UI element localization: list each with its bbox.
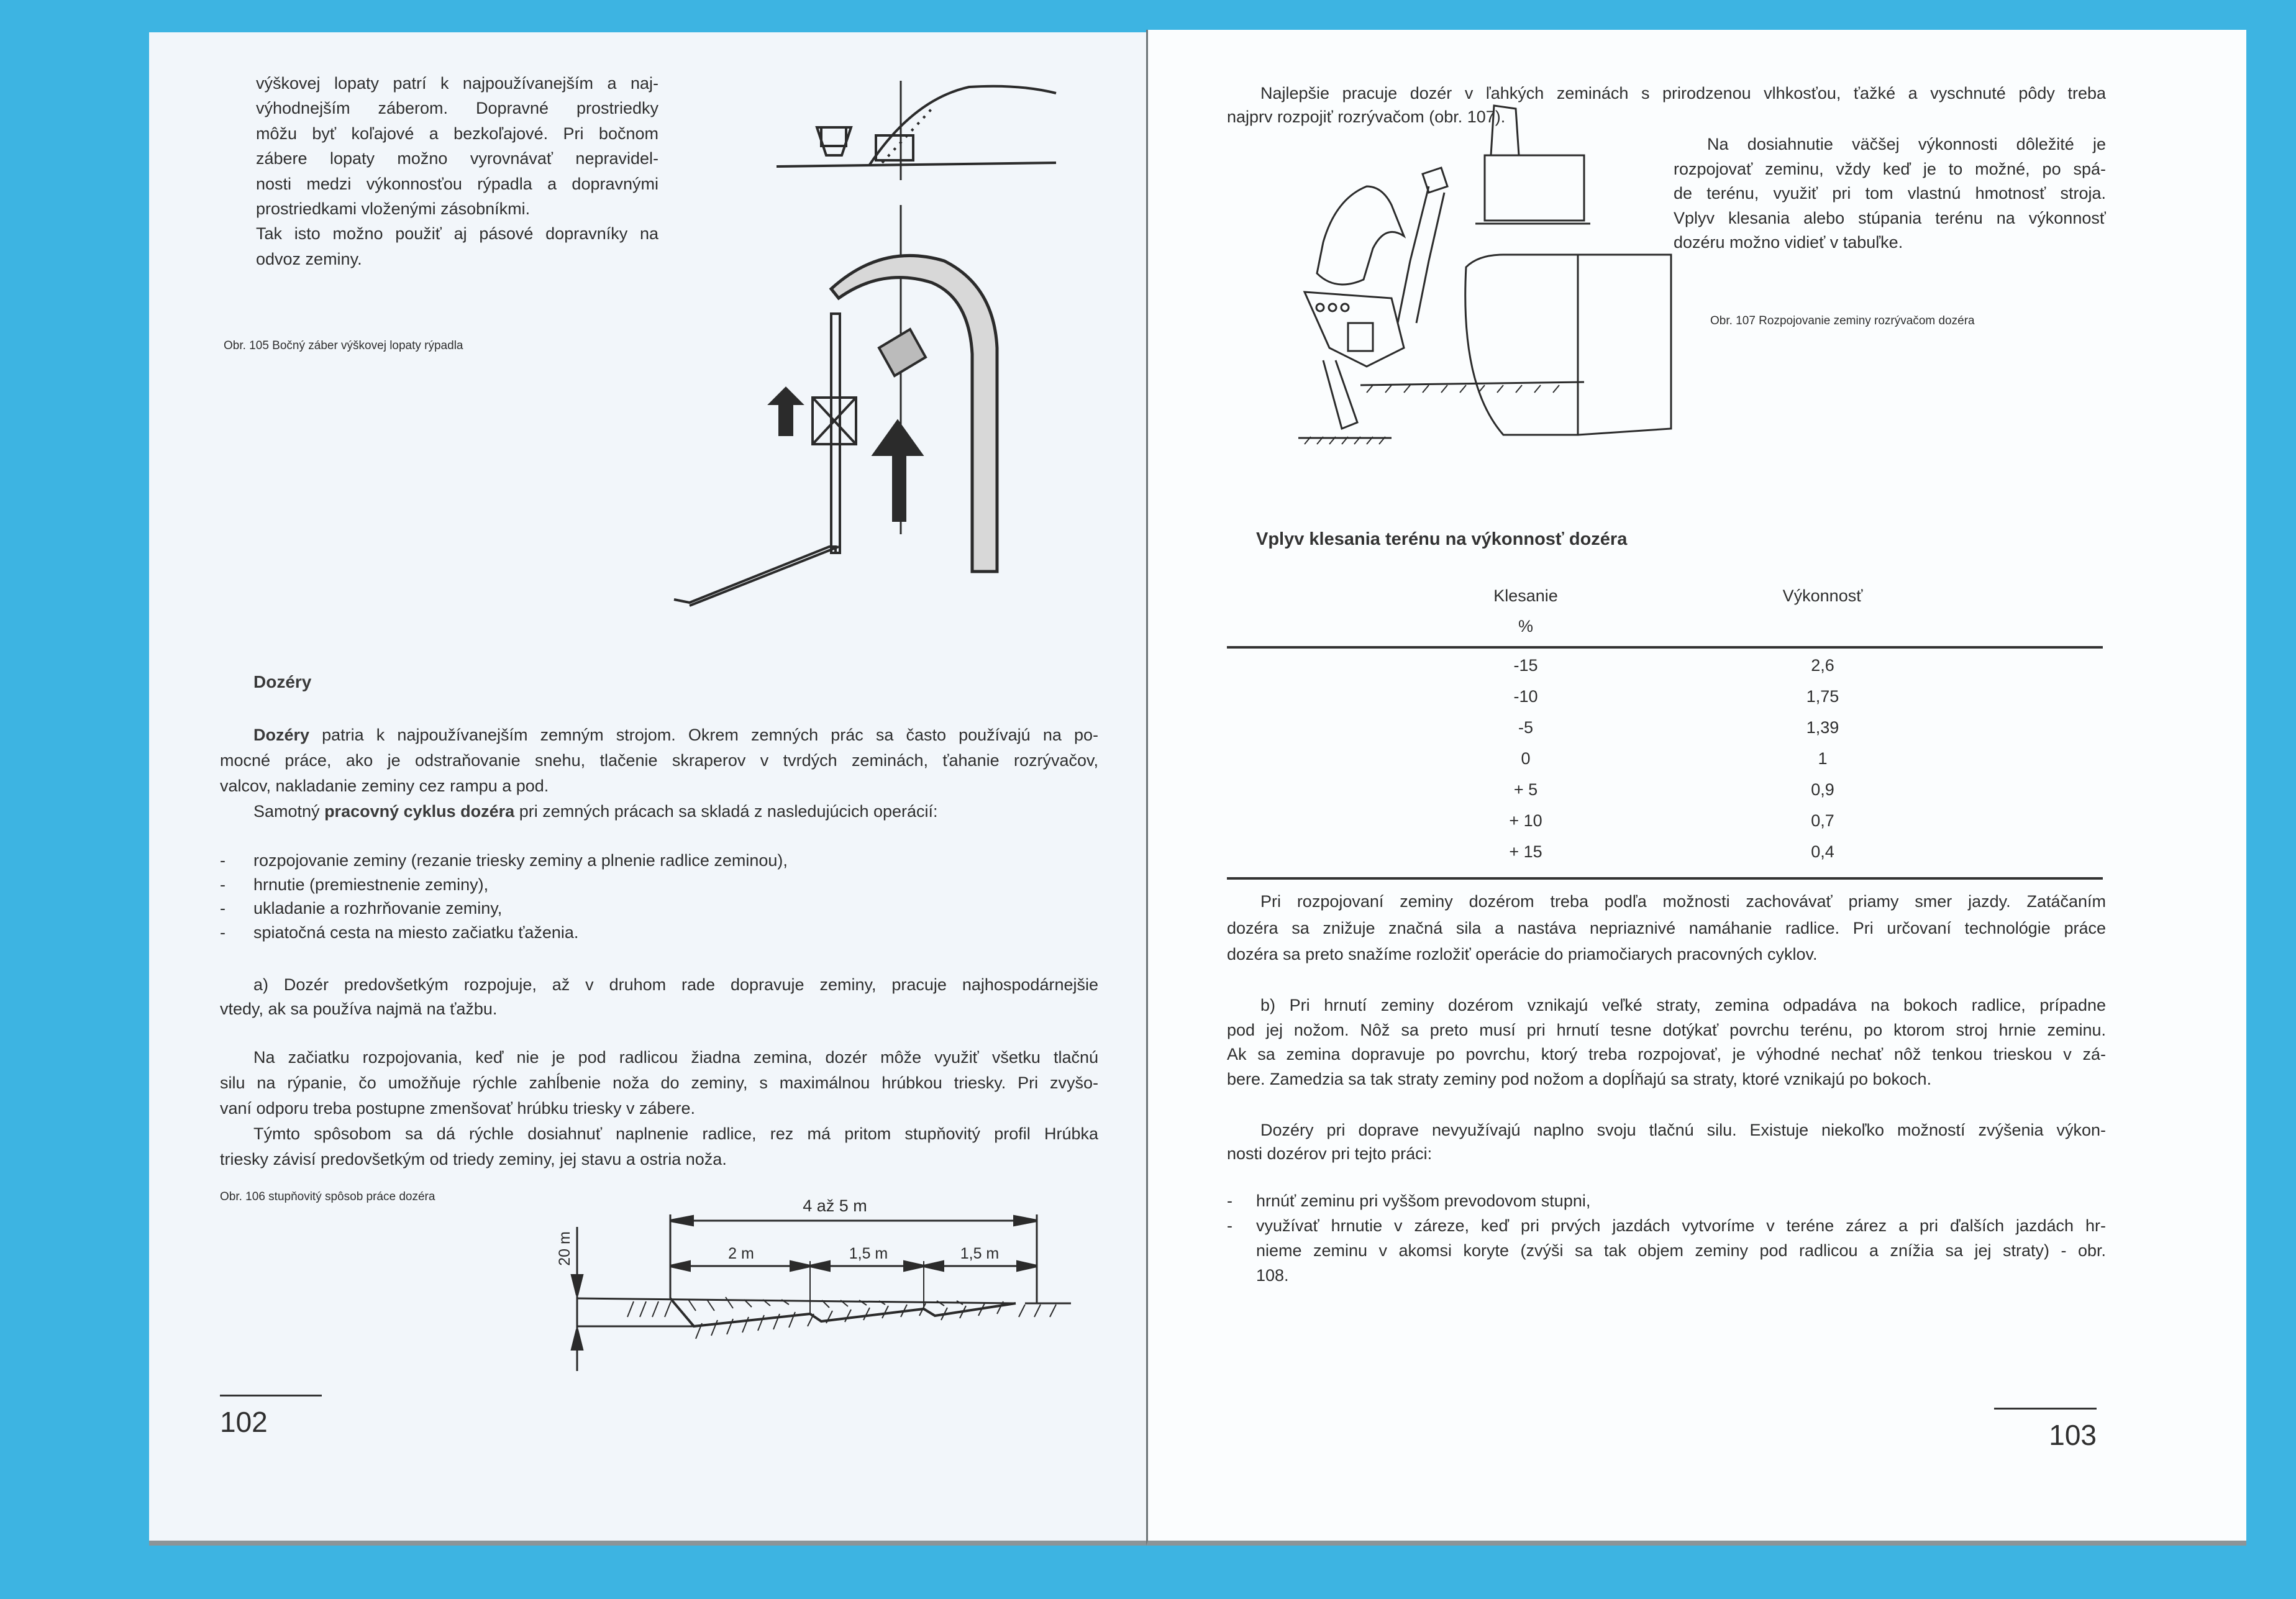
text-line: výškovej lopaty patrí k najpoužívanejším a naj- (256, 74, 658, 93)
text-line: bere. Zamedzia sa tak straty zeminy pod nožom a dopĺňajú sa straty, ktoré vznikajú po bokoch. (1227, 1069, 1932, 1088)
text-line: a) Dozér predovšetkým rozpojuje, až v druhom rade dopravuje zeminy, pracuje najhospodárnejšie (253, 975, 1098, 994)
text-line: nosti medzi výkonnosťou rýpadla a dopravnými (256, 174, 658, 193)
text-run: pri zemných prácach sa skladá z nasledujúcich operácií: (514, 802, 938, 821)
bold-term: Dozéry (253, 726, 310, 744)
text-line: zábere lopaty možno vyrovnávať nepravidel- (256, 149, 658, 168)
cell-slope: -5 (1518, 718, 1533, 737)
page-number-right: 103 (2049, 1419, 2097, 1451)
cell-performance: 0,4 (1811, 842, 1834, 861)
list-dash: - (220, 922, 226, 942)
text-line: najprv rozpojiť rozrývačom (obr. 107). (1227, 107, 1506, 126)
text-line: dozéra sa preto snažíme rozložiť operácie do priamočiarych pracovných cyklov. (1227, 945, 1818, 964)
dimension-step-3: 1,5 m (960, 1245, 1000, 1262)
text-line: dozéru možno vidieť v tabuľke. (1674, 233, 1903, 252)
list-dash: - (220, 851, 226, 870)
text-line: môžu byť koľajové a bezkoľajové. Pri bočnom (256, 124, 658, 143)
list-dash: - (1227, 1216, 1232, 1235)
figure-107-caption: Obr. 107 Rozpojovanie zeminy rozrývačom dozéra (1710, 314, 1975, 327)
column-header-performance: Výkonnosť (1782, 586, 1863, 605)
text-line: prostriedkami vloženými zásobníkmi. (256, 199, 531, 219)
section-heading: Dozéry (253, 672, 312, 691)
text-line: Vplyv klesania alebo stúpania terénu na výkonnosť (1674, 208, 2106, 227)
figure-106-stepped-profile (556, 1196, 1071, 1371)
cell-performance: 1 (1818, 749, 1828, 768)
cell-slope: -10 (1513, 687, 1538, 706)
text-line: využívať hrnutie v záreze, keď pri prvých jazdách vytvoríme v teréne zárez a pri ďalších jazdách hr- (1256, 1216, 2106, 1235)
text-line: triesky závisí predovšetkým od triedy zeminy, jej stavu a ostria noža. (220, 1150, 727, 1168)
table-title: Vplyv klesania terénu na výkonnosť dozéra (1256, 529, 1628, 549)
text-line: de terénu, využiť pri tom vlastnú hmotnosť stroja. (1674, 184, 2106, 203)
text-line: pod jej nožom. Nôž sa preto musí pri hrnutí tesne dotýkať povrchu terénu, po ktorom stroj hrnie zeminu. (1227, 1020, 2106, 1039)
cell-performance: 1,75 (1806, 687, 1839, 706)
text-line: ukladanie a rozhrňovanie zeminy, (253, 899, 503, 918)
figure-107-dozer-with-ripper (1298, 106, 1671, 444)
text-line: Tak isto možno použiť aj pásové dopravníky na (256, 224, 658, 244)
cell-performance: 1,39 (1806, 718, 1839, 737)
dimension-total: 4 až 5 m (803, 1196, 867, 1215)
text-line: rozpojovať zeminu, vždy keď je to možné, po spá- (1674, 159, 2106, 178)
column-unit: % (1518, 617, 1533, 636)
text-line: vtedy, ak sa používa najmä na ťažbu. (220, 1000, 498, 1018)
cell-performance: 2,6 (1811, 656, 1834, 675)
text-line: Týmto spôsobom sa dá rýchle dosiahnuť naplnenie radlice, rez má pritom stupňovitý profil Hrúbka (253, 1124, 1098, 1143)
page-number-left: 102 (220, 1406, 268, 1438)
list-dash: - (220, 899, 226, 918)
cell-slope: + 10 (1509, 811, 1542, 830)
bold-term: pracovný cyklus dozéra (324, 802, 515, 821)
figure-106-caption: Obr. 106 stupňovitý spôsob práce dozéra (220, 1190, 435, 1203)
text-run: patria k najpoužívanejším zemným strojom. Okrem zemných prác sa často používajú na po- (309, 726, 1098, 744)
text-line: Dozéry pri doprave nevyužívajú naplno svoju tlačnú silu. Existuje niekoľko možností zvýšenia výkon- (1260, 1121, 2106, 1139)
cell-slope: 0 (1521, 749, 1531, 768)
cell-slope: + 5 (1513, 780, 1538, 799)
cell-slope: -15 (1513, 656, 1538, 675)
list-dash: - (1227, 1191, 1232, 1210)
text-run: Samotný (253, 802, 325, 821)
text-run: mocné práce, ako je odstraňovanie snehu, tlačenie skraperov v tvrdých zeminách, ťahanie rozrývačov, (220, 751, 1098, 770)
text-line: spiatočná cesta na miesto začiatku ťaženia. (253, 922, 579, 942)
dimension-depth: 20 m (556, 1231, 573, 1266)
list-dash: - (220, 875, 226, 894)
figure-105-excavator-side-cut (674, 81, 1056, 606)
text-line: 108. (1256, 1266, 1289, 1285)
text-line: nieme zeminu v akomsi koryte (zvýši sa tak objem zeminy pod radlicou a znížia sa jej straty) - obr. (1256, 1241, 2106, 1260)
text-line: dozéra sa znižuje značná sila a nastáva nepriaznivé namáhanie radlice. Pri určovaní technológie práce (1227, 918, 2106, 937)
text-line: Pri rozpojovaní zeminy dozérom treba podľa možnosti zachovávať priamy smer jazdy. Zatáčaním (1260, 892, 2106, 911)
text-line: vaní odporu treba postupne zmenšovať hrúbku triesky v zábere. (220, 1099, 696, 1118)
cell-performance: 0,9 (1811, 780, 1834, 799)
text-line: rozpojovanie zeminy (rezanie triesky zeminy a plnenie radlice zeminou), (253, 851, 788, 870)
text-line: hrnúť zeminu pri vyššom prevodovom stupni, (1256, 1191, 1591, 1210)
dimension-step-1: 2 m (728, 1245, 754, 1262)
column-header-slope: Klesanie (1493, 586, 1558, 605)
text-line: Najlepšie pracuje dozér v ľahkých zeminách s prirodzenou vlhkosťou, ťažké a vyschnuté pôdy treba (1260, 84, 2106, 102)
text-line: nosti dozérov pri tejto práci: (1227, 1144, 1433, 1163)
figure-105-caption: Obr. 105 Bočný záber výškovej lopaty rýpadla (224, 339, 463, 352)
text-line: b) Pri hrnutí zeminy dozérom vznikajú veľké straty, zemina odpadáva na bokoch radlice, prípadne (1260, 996, 2106, 1014)
text-line: Ak sa zemina dopravuje po povrchu, ktorý treba rozpojovať, je výhodné nechať nôž tenkou trieskou v zá- (1227, 1045, 2106, 1064)
text-line: Na začiatku rozpojovania, keď nie je pod radlicou žiadna zemina, dozér môže využiť všetku tlačnú (253, 1048, 1098, 1067)
text-line: Na dosiahnutie väčšej výkonnosti dôležité je (1707, 135, 2106, 153)
cell-performance: 0,7 (1811, 811, 1834, 830)
cell-slope: + 15 (1509, 842, 1542, 861)
text-run: valcov, nakladanie zeminy cez rampu a pod. (220, 777, 549, 795)
text-line: odvoz zeminy. (256, 249, 362, 268)
dimension-step-2: 1,5 m (849, 1245, 888, 1262)
text-line: výhodnejším záberom. Dopravné prostriedky (256, 99, 658, 118)
text-line: silu na rýpanie, čo umožňuje rýchle zahĺbenie noža do zeminy, s maximálnou hrúbkou triesky. Pri zvyšo- (220, 1073, 1098, 1092)
text-line: hrnutie (premiestnenie zeminy), (253, 875, 489, 894)
